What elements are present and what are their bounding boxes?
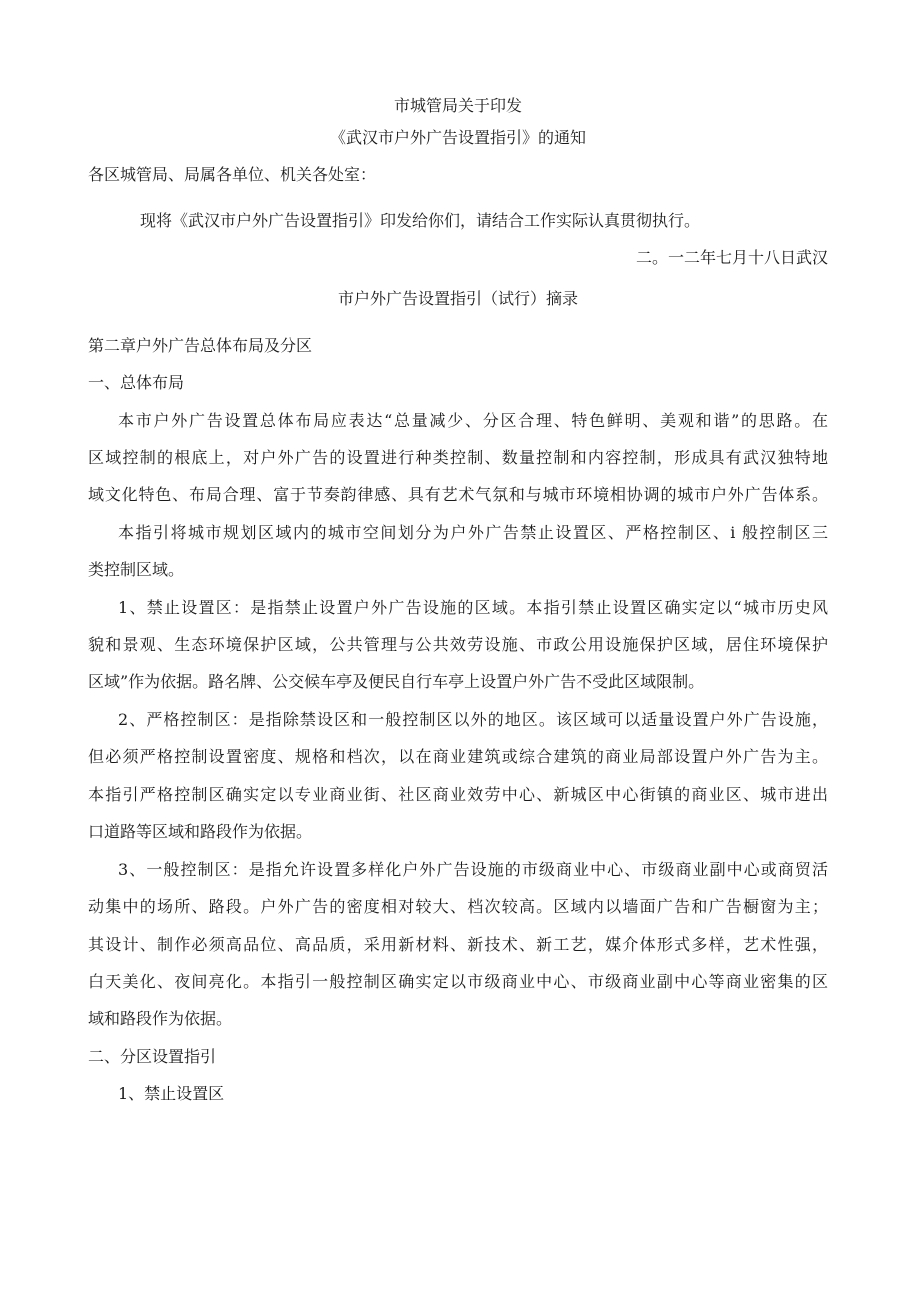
item-3-line-1: 3、一般控制区：是指允许设置多样化户外广告设施的市级商业中心、市级商业副中心或商贸活 <box>118 860 828 879</box>
para-1-line-2: 区域控制的根底上，对户外广告的设置进行种类控制、数量控制和内容控制，形成具有武汉独特地 <box>88 448 828 467</box>
item-2-line-3: 本指引严格控制区确实定以专业商业街、社区商业效劳中心、新城区中心街镇的商业区、城市进出 <box>88 785 828 804</box>
title-line-2: 《武汉市户外广告设置指引》的通知 <box>329 128 586 147</box>
section-1-heading: 一、总体布局 <box>88 373 185 392</box>
item-1-line-1: 1、禁止设置区：是指禁止设置户外广告设施的区域。本指引禁止设置区确实定以“城市历史风 <box>118 598 828 617</box>
item-1-line-3: 区域”作为依据。路名牌、公交候车亭及便民自行车亭上设置户外广告不受此区域限制。 <box>88 672 705 691</box>
recipient-line: 各区城管局、局属各单位、机关各处室： <box>88 165 377 184</box>
item-2-line-4: 口道路等区域和路段作为依据。 <box>88 822 313 841</box>
item-3-line-2: 动集中的场所、路段。户外广告的密度相对较大、档次较高。区域内以墙面广告和广告橱窗为主； <box>88 897 828 916</box>
item-2-line-1: 2、严格控制区：是指除禁设区和一般控制区以外的地区。该区域可以适量设置户外广告设施， <box>118 710 828 729</box>
date-line: 二。一二年七月十八日武汉 <box>635 248 828 267</box>
item-3-line-4: 白天美化、夜间亮化。本指引一般控制区确实定以市级商业中心、市级商业副中心等商业密集的区 <box>88 972 828 991</box>
item-3-line-5: 域和路段作为依据。 <box>88 1009 233 1028</box>
para-2-line-1: 本指引将城市规划区域内的城市空间划分为户外广告禁止设置区、严格控制区、i 般控制区三 <box>118 523 828 542</box>
para-1-line-3: 域文化特色、布局合理、富于节奏韵律感、具有艺术气氛和与城市环境相协调的城市户外广告体系。 <box>88 485 828 504</box>
section-2-heading: 二、分区设置指引 <box>88 1047 217 1066</box>
item-1-line-2: 貌和景观、生态环境保护区域，公共管理与公共效劳设施、市政公用设施保护区域，居住环境保护 <box>88 635 828 654</box>
para-2-line-2: 类控制区域。 <box>88 560 185 579</box>
item-2-line-2: 但必须严格控制设置密度、规格和档次，以在商业建筑或综合建筑的商业局部设置户外广告为主。 <box>88 747 828 766</box>
sub-heading-1: 1、禁止设置区 <box>118 1084 225 1103</box>
para-1-line-1: 本市户外广告设置总体布局应表达“总量减少、分区合理、特色鲜明、美观和谐”的思路。在 <box>118 411 828 430</box>
title-line-1: 市城管局关于印发 <box>393 96 522 115</box>
item-3-line-3: 其设计、制作必须高品位、高品质，采用新材料、新技术、新工艺，媒介体形式多样，艺术性强， <box>88 935 828 954</box>
notice-paragraph: 现将《武汉市户外广告设置指引》印发给你们，请结合工作实际认真贯彻执行。 <box>140 211 701 230</box>
chapter-heading: 第二章户外广告总体布局及分区 <box>88 336 313 355</box>
excerpt-title: 市户外广告设置指引（试行）摘录 <box>337 289 578 308</box>
